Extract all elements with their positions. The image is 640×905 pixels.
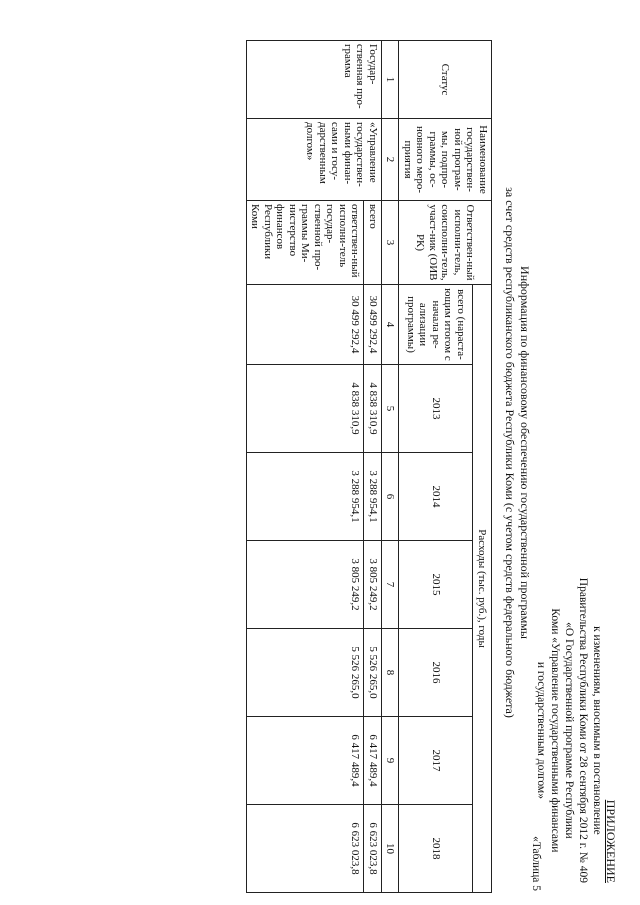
header-line: Правительства Республики Коми от 28 сентября 2012 г. № 409: [577, 577, 589, 883]
table-number: «Таблица 5: [530, 836, 542, 891]
year-value-cell: 6 623 023,8: [364, 805, 382, 893]
table-row: [364, 41, 382, 893]
total-cell: 30 499 292,4: [364, 285, 382, 365]
header-line: «О Государственной программе Республики: [563, 622, 575, 839]
header-year: 2013: [399, 365, 472, 453]
year-value-cell: 6 623 023,8: [247, 805, 365, 893]
column-number: 2: [382, 119, 400, 201]
column-number: 7: [382, 541, 400, 629]
column-number: 10: [382, 805, 400, 893]
year-value-cell: 6 417 489,4: [364, 717, 382, 805]
column-number: 6: [382, 453, 400, 541]
year-value-cell: 4 838 310,9: [364, 365, 382, 453]
caption-line-2: за счет средств республиканского бюджета Республики Коми (с учетом средств федерального бюджета): [503, 187, 517, 718]
header-status: Статус: [399, 41, 492, 119]
year-value-cell: 6 417 489,4: [247, 717, 365, 805]
column-number-row: [382, 41, 400, 893]
column-number: 9: [382, 717, 400, 805]
year-value-cell: 3 805 249,2: [247, 541, 365, 629]
document-header: [534, 578, 618, 883]
header-year: 2014: [399, 453, 472, 541]
header-expenses: Расходы (тыс. руб.), годы: [472, 285, 491, 893]
year-value-cell: 3 805 249,2: [364, 541, 382, 629]
financing-table: [246, 40, 492, 893]
header-line: и государственным долгом»: [535, 661, 547, 799]
header-year: 2018: [399, 805, 472, 893]
header-responsible: Ответствен-ный исполни-тель, соисполни-тель, участ-ник (ОИВ РК): [399, 201, 492, 285]
year-value-cell: 3 288 954,1: [364, 453, 382, 541]
header-row: [472, 41, 491, 893]
table-caption: [502, 0, 532, 905]
header-year: 2015: [399, 541, 472, 629]
header-year: 2017: [399, 717, 472, 805]
year-value-cell: 4 838 310,9: [247, 365, 365, 453]
year-value-cell: 5 526 265,0: [247, 629, 365, 717]
program-name-cell: «Управление государствен-ными финан-сами и госу-дарственным долгом»: [247, 119, 382, 201]
header-line: к изменениям, вносимым в постановление: [591, 626, 603, 835]
header-line: Коми «Управление государственными финансами: [549, 608, 561, 853]
header-total: всего (нараста-ющим итогом с начала ре-ализации программы): [399, 285, 472, 365]
header-name: Наименование государствен-ной програм-мы, подпро-граммы, ос-новного меро-приятия: [399, 119, 492, 201]
year-value-cell: 3 288 954,1: [247, 453, 365, 541]
header-year: 2016: [399, 629, 472, 717]
column-number: 3: [382, 201, 400, 285]
column-number: 4: [382, 285, 400, 365]
responsible-cell: всего: [364, 201, 382, 285]
year-value-cell: 5 526 265,0: [364, 629, 382, 717]
status-cell: Государ-ственная про-грамма: [247, 41, 382, 119]
total-cell: 30 499 292,4: [247, 285, 365, 365]
responsible-cell: ответствен-ный исполни-тель государ-ственной про-граммы Ми-нистерство финансов Республики Коми: [247, 201, 365, 285]
column-number: 5: [382, 365, 400, 453]
header-title: ПРИЛОЖЕНИЕ: [604, 799, 618, 883]
caption-line-1: Информация по финансовому обеспечению государственной программы: [518, 266, 532, 639]
column-number: 1: [382, 41, 400, 119]
column-number: 8: [382, 629, 400, 717]
